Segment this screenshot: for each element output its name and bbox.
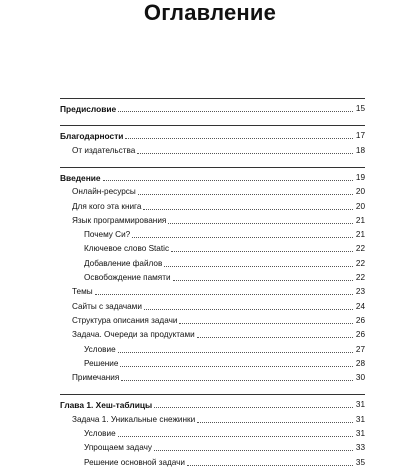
toc-entry[interactable] xyxy=(60,411,365,425)
toc-page-number: 19 xyxy=(355,172,365,182)
toc-entry[interactable] xyxy=(60,226,365,240)
toc-page-number: 22 xyxy=(355,258,365,268)
toc-page-number: 22 xyxy=(355,273,365,282)
toc-entry[interactable] xyxy=(60,341,365,355)
dot-leader xyxy=(118,436,353,437)
toc-entry[interactable] xyxy=(60,355,365,369)
toc-page-number: 31 xyxy=(355,429,365,438)
toc-page-number: 15 xyxy=(355,104,365,113)
toc-entry-title: Язык программирования xyxy=(72,215,167,225)
toc-entry[interactable] xyxy=(60,183,365,197)
toc-entry-title: Ключевое слово Static xyxy=(84,244,170,254)
dot-leader xyxy=(120,366,353,367)
toc-entry-title: Задача 1. Уникальные снежинки xyxy=(72,414,196,424)
toc-entry-title: Структура описания задачи xyxy=(72,315,178,325)
dot-leader xyxy=(138,194,353,195)
toc-page-number: 23 xyxy=(355,287,365,297)
toc-page-number: 27 xyxy=(355,344,365,354)
toc-entry-title: Почему Си? xyxy=(84,230,131,240)
toc-page-number: 21 xyxy=(355,215,365,225)
toc-page-number: 24 xyxy=(355,301,365,311)
toc-entry-title: Условие xyxy=(84,344,116,354)
toc-entry[interactable] xyxy=(60,269,365,283)
toc-entry-title: Решение xyxy=(84,358,119,368)
toc-entry[interactable] xyxy=(60,255,365,269)
dot-leader xyxy=(154,407,353,408)
toc-chapter-entry[interactable] xyxy=(60,396,365,410)
dot-leader xyxy=(154,450,353,451)
toc-entry[interactable] xyxy=(60,326,365,340)
toc-page-number: 22 xyxy=(355,244,365,254)
section-divider xyxy=(60,98,365,99)
toc-entry-title: Благодарности xyxy=(60,131,124,142)
toc-entry-title: Предисловие xyxy=(60,104,117,114)
toc-page-number: 31 xyxy=(355,414,365,424)
toc-entry[interactable] xyxy=(60,454,365,468)
dot-leader xyxy=(164,266,353,267)
toc-entry-title: Введение xyxy=(60,172,101,183)
toc-entry[interactable] xyxy=(60,198,365,212)
toc-entry-title: Освобождение памяти xyxy=(84,273,171,282)
toc-page-number: 18 xyxy=(355,145,365,155)
section-divider xyxy=(60,167,365,168)
toc-entry-title: Онлайн-ресурсы xyxy=(72,187,136,197)
section-divider xyxy=(60,125,365,126)
toc-entry[interactable] xyxy=(60,142,365,156)
dot-leader xyxy=(197,422,353,423)
toc-chapter-entry[interactable] xyxy=(60,169,365,183)
dot-leader xyxy=(118,352,353,353)
toc-page-number: 26 xyxy=(355,330,365,340)
section-divider xyxy=(60,394,365,395)
toc-page-number: 21 xyxy=(355,230,365,240)
dot-leader xyxy=(137,153,353,154)
toc-entry-title: От издательства xyxy=(72,145,136,155)
toc-entry[interactable] xyxy=(60,283,365,297)
toc-entry-title: Примечания xyxy=(72,373,120,383)
page-title: Оглавление xyxy=(143,0,277,25)
toc-entry-title: Для кого эта книга xyxy=(72,201,142,211)
toc-entry-title: Решение основной задачи xyxy=(84,457,185,467)
toc-page-number: 26 xyxy=(355,315,365,325)
dot-leader xyxy=(95,294,353,295)
dot-leader xyxy=(143,209,353,210)
toc-entry-title: Сайты с задачами xyxy=(72,301,142,311)
toc-entry-title: Глава 1. Хеш-таблицы xyxy=(60,400,153,411)
toc-entry[interactable] xyxy=(60,312,365,326)
dot-leader xyxy=(125,138,353,139)
toc-page-number: 35 xyxy=(355,457,365,467)
dot-leader xyxy=(103,180,353,181)
toc-entry-title: Условие xyxy=(84,429,116,438)
dot-leader xyxy=(173,280,353,281)
toc-page-number: 33 xyxy=(355,443,365,453)
toc-entry[interactable] xyxy=(60,298,365,312)
dot-leader xyxy=(144,309,353,310)
toc-entry[interactable] xyxy=(60,425,365,439)
toc-page-number: 20 xyxy=(355,201,365,211)
toc-entry[interactable] xyxy=(60,212,365,226)
dot-leader xyxy=(132,237,353,238)
toc-entry-title: Темы xyxy=(72,287,93,297)
toc-page-number: 28 xyxy=(355,358,365,368)
toc-page-number: 31 xyxy=(355,400,365,410)
toc-entry[interactable] xyxy=(60,439,365,453)
dot-leader xyxy=(168,223,353,224)
toc-entry[interactable] xyxy=(60,240,365,254)
toc-page-number: 20 xyxy=(355,187,365,197)
dot-leader xyxy=(121,380,353,381)
dot-leader xyxy=(171,251,353,252)
toc-entry[interactable] xyxy=(60,369,365,383)
dot-leader xyxy=(197,337,353,338)
dot-leader xyxy=(179,323,353,324)
dot-leader xyxy=(118,111,353,112)
toc-entry-title: Задача. Очереди за продуктами xyxy=(72,330,195,340)
toc-page-number: 17 xyxy=(355,131,365,141)
toc-chapter-entry[interactable] xyxy=(60,100,365,114)
toc-chapter-entry[interactable] xyxy=(60,127,365,141)
toc-page-number: 30 xyxy=(355,373,365,383)
dot-leader xyxy=(187,465,353,466)
toc-entry-title: Добавление файлов xyxy=(84,258,163,268)
toc-entry-title: Упрощаем задачу xyxy=(84,443,152,453)
